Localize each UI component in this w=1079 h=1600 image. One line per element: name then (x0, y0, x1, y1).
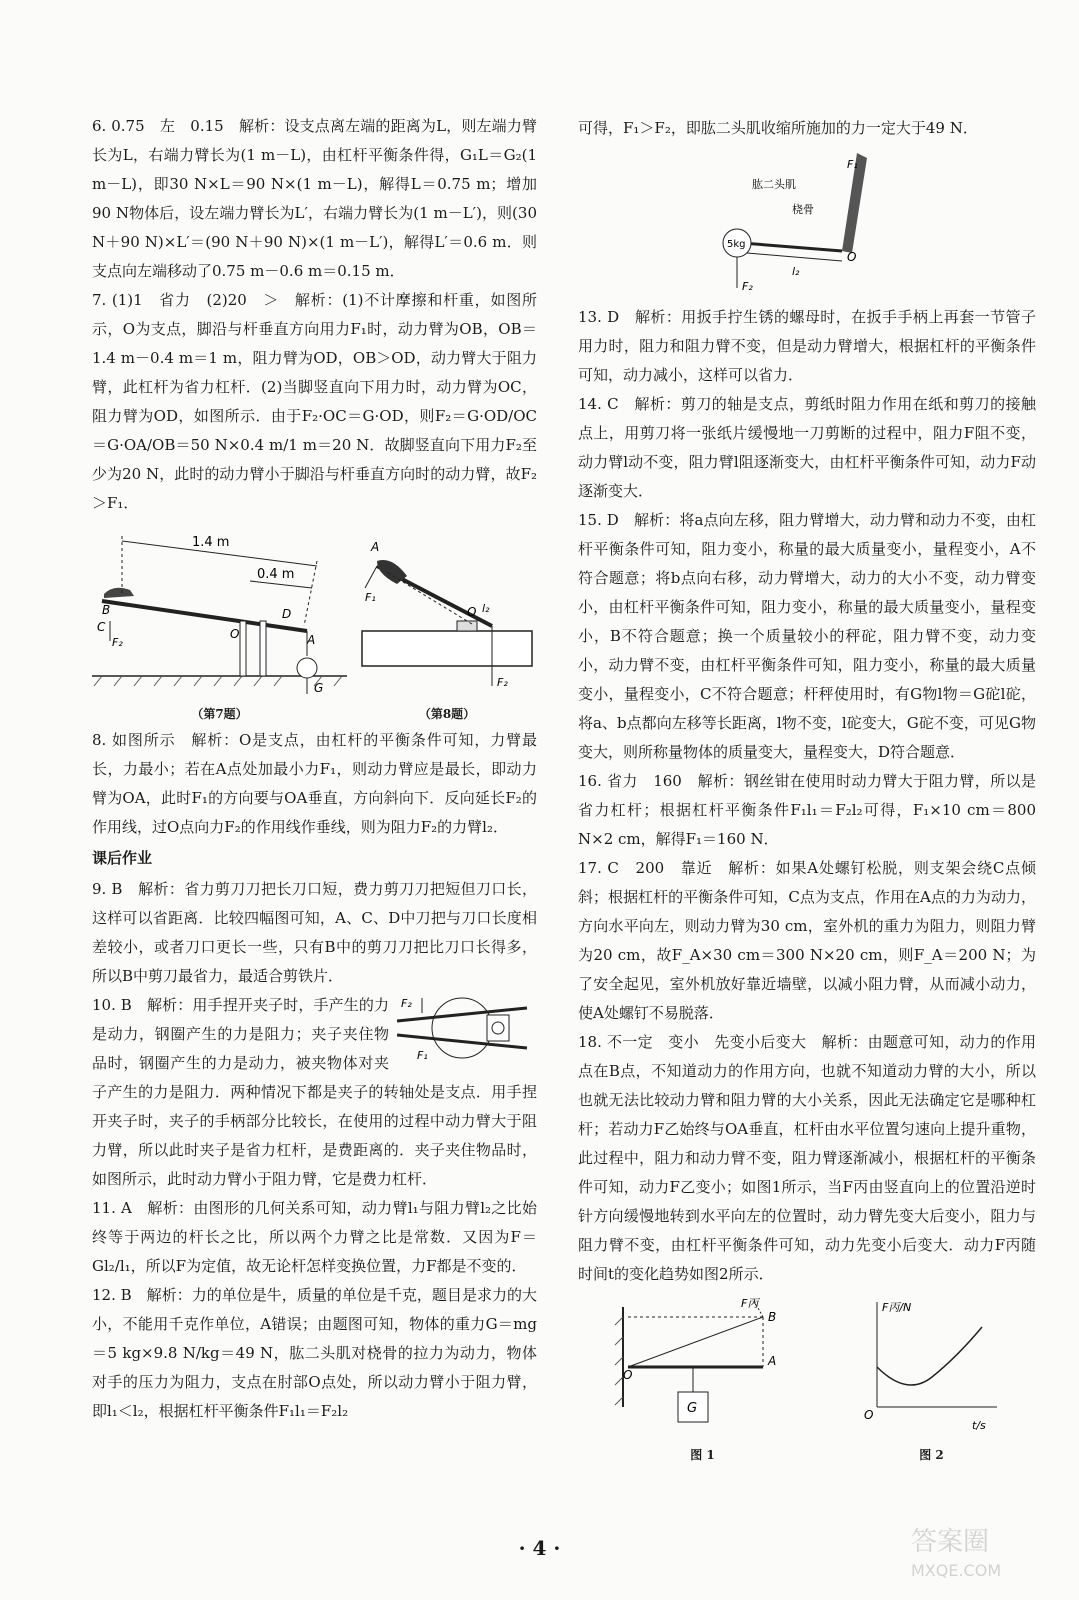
arm-bone-label: 桡骨 (792, 203, 814, 216)
arm-diagram (722, 143, 892, 293)
svg-text:F₂: F₂ (401, 997, 412, 1010)
fig1-o: O (622, 1368, 632, 1382)
answer-8: 8. 如图所示 解析：O是支点，由杠杆的平衡条件可知，力臂最长，力最小；若在A点处加最小力F₁，则动力臂应是最长，即动力臂为OA，此时F₁的方向要与OA垂直，方向斜向下．反向延长F₂的作用线，过O点向力F₂的作用线作垂线，则为阻力F₂的力臂l₂． (92, 731, 537, 836)
answer-12-continued: 可得，F₁＞F₂，即肱二头肌收缩所施加的力一定大于49 N． (578, 119, 978, 137)
svg-text:F₁: F₁ (365, 591, 376, 604)
figure-10-diagram (397, 993, 537, 1063)
arm-mass: 5kg (727, 239, 746, 250)
figure-8 (357, 526, 537, 722)
svg-text:A: A (307, 633, 316, 647)
fig2-xlabel: t/s (971, 1419, 986, 1432)
fig1-a: A (767, 1354, 776, 1368)
figure-18-1 (613, 1297, 793, 1463)
figure-18-1-diagram (613, 1297, 793, 1437)
fig2-ylabel: F丙/N (881, 1301, 911, 1314)
answer-13: 13. D 解析：用扳手拧生锈的螺母时，在扳手手柄上再套一节管子用力时，阻力和阻力臂不变，但是动力臂增大，根据杠杆的平衡条件可知，动力减小，这样可以省力． (578, 308, 1036, 384)
answer-9: 9. B 解析：省力剪刀刀把长刀口短，费力剪刀刀把短但刀口长，这样可以省距离．比较四幅图可知，A、C、D中刀把与刀口长度相差较小，或者刀口更长一些，只有B中的剪刀刀把比刀口长得多，所以B中剪刀最省力，最适合剪铁片． (92, 880, 537, 985)
arm-muscle-label: 肱二头肌 (752, 178, 796, 191)
figure-8-caption: （第8题） (418, 707, 476, 721)
svg-text:F₂: F₂ (112, 636, 123, 649)
svg-text:C: C (97, 620, 106, 634)
answer-18: 18. 不一定 变小 先变小后变大 解析：由题意可知，动力的作用点在B点，不知道动力的作用方向，也就不知道动力臂的大小，所以也就无法比较动力臂和阻力臂的大小关系，因此无法确定它是哪种杠杆；若动力F乙始终与OA垂直，杠杆由水平位置匀速向上提升重物，此过程中，阻力和动力臂不变，阻力臂逐渐减小，根据杠杆的平衡条件可知，动力F乙变小；如图1所示，当F丙由竖直向上的位置沿逆时针方向缓慢地转到水平向左的位置时，动力臂先变大后变小，阻力与阻力臂不变，由杠杆平衡条件可知，动力先变小后变大．动力F丙随时间t的变化趋势如图2所示． (578, 1033, 1036, 1283)
fig1-b: B (767, 1310, 776, 1324)
fig2-origin: O (863, 1408, 873, 1422)
figure-10 (397, 993, 537, 1073)
svg-text:l₂: l₂ (482, 602, 490, 615)
figure-7-diagram (92, 526, 347, 696)
arm-l2: l₂ (792, 265, 800, 278)
fig1-f: F丙 (740, 1297, 758, 1310)
figure-18-2-caption: 图 2 (919, 1448, 944, 1462)
watermark-logo (901, 1518, 1051, 1588)
figures-18 (578, 1297, 1036, 1463)
svg-text:MXQE.COM: MXQE.COM (911, 1561, 1002, 1580)
svg-text:G: G (314, 681, 324, 695)
section-heading: 课后作业 (92, 849, 153, 867)
figure-18-1-caption: 图 1 (690, 1448, 715, 1462)
figure-7-length-1: 1.4 m (192, 535, 230, 550)
svg-text:F₂: F₂ (497, 676, 508, 689)
svg-text:O: O (230, 627, 240, 641)
answer-14: 14. C 解析：剪刀的轴是支点，剪纸时阻力作用在纸和剪刀的接触点上，用剪刀将一张纸片缓慢地一刀剪断的过程中，阻力F阻不变，动力臂l动不变，阻力臂l阻逐渐变大，由杠杆平衡条件可知，动力F动逐渐变大． (578, 395, 1036, 500)
answer-7: 7. (1)1 省力 (2)20 ＞ 解析：(1)不计摩擦和杆重，如图所示，O为支点，脚沿与杆垂直方向用力F₁时，动力臂为OB，OB＝1.4 m－0.4 m＝1 m，阻力臂为OD，OB＞OD，动力臂大于阻力臂，此杠杆为省力杠杆．(2)当脚竖直向下用力时，动力臂为OC，阻力臂为OD，如图所示．由于F₂·OC＝G·OD，则F₂＝G·OD/OC＝G·OA/OB＝50 N×0.4 m/1 m＝20 N．故脚竖直向下用力F₂至少为20 N，此时的动力臂小于脚沿与杆垂直方向时的动力臂，故F₂＞F₁． (92, 291, 537, 512)
answer-16: 16. 省力 160 解析：钢丝钳在使用时动力臂大于阻力臂，所以是省力杠杆；根据杠杆平衡条件F₁l₁＝F₂l₂可得，F₁×10 cm＝800 N×2 cm，解得F₁＝160 N． (578, 772, 1036, 848)
arm-figure (578, 143, 1036, 303)
answer-15: 15. D 解析：将a点向左移，阻力臂增大，动力臂和动力不变，由杠杆平衡条件可知，阻力变小，称量的最大质量变小，量程变小，A不符合题意；将b点向右移，动力臂增大，动力的大小不变，动力臂变小，由杠杆平衡条件可知，阻力变小，称量的最大质量变小，量程变小，B不符合题意；换一个质量较小的秤砣，阻力臂不变，动力变小，动力臂不变，由杠杆平衡条件可知，阻力变小，称量的最大质量变小，量程变小，C不符合题意；杆秤使用时，有G物l物＝G砣l砣，将a、b点都向左移等长距离，l物不变，l砣变大，G砣不变，可见G物变大，则所称量物体的质量变大，量程变大，D符合题意． (578, 511, 1036, 761)
svg-text:A: A (371, 540, 380, 554)
answer-6: 6. 0.75 左 0.15 解析：设支点离左端的距离为L，则左端力臂长为L，右端力臂长为(1 m－L)，由杠杆平衡条件得，G₁L＝G₂(1 m－L)，即30 N×L＝90 N×(1 m－L)，解得L＝0.75 m；增加90 N物体后，设左端力臂长为L′，右端力臂长为(1 m－L′)，则(30 N＋90 N)×L′＝(90 N＋90 N)×(1 m－L′)，解得L′＝0.6 m．则支点向左端移动了0.75 m－0.6 m＝0.15 m． (92, 117, 537, 280)
left-column (92, 112, 537, 1426)
answer-17: 17. C 200 靠近 解析：如果A处螺钉松脱，则支架会绕C点倾斜；根据杠杆的平衡条件可知，C点为支点，作用在A点的力为动力，方向水平向左，则动力臂为30 cm，室外机的重力为阻力，则阻力臂为20 cm，故F_A×30 cm＝300 N×20 cm，则F_A＝200 N；为了安全起见，室外机放好靠近墙壁，以减小阻力臂，从而减小动力，使A处螺钉不易脱落． (578, 859, 1036, 1022)
answer-10: 10. B 解析：用手捏开夹子时，手产生的力是动力，钢圈产生的力是阻力；夹子夹住物品时，钢圈产生的力是动力，被夹物体对夹子产生的力是阻力．两种情况下都是夹子的转轴处是支点．用手捏开夹子时，夹子的手柄部分比较长，在使用的过程中动力臂大于阻力臂，所以此时夹子是省力杠杆，是费距离的．夹子夹住物品时，如图所示，此时动力臂小于阻力臂，它是费力杠杆． (92, 996, 537, 1188)
figure-7-length-2: 0.4 m (257, 567, 295, 582)
arm-f2: F₂ (742, 280, 753, 293)
figure-18-2-diagram (862, 1297, 1002, 1437)
right-column (578, 114, 1036, 1467)
svg-text:O: O (467, 605, 477, 619)
svg-text:B: B (102, 603, 111, 617)
answer-12: 12. B 解析：力的单位是牛，质量的单位是千克，题目是求力的大小，不能用千克作单位，A错误；由题图可知，物体的重力G＝mg＝5 kg×9.8 N/kg＝49 N，肱二头肌对桡骨的拉力为动力，物体对手的压力为阻力，支点在肘部O点处，所以动力臂小于阻力臂，即l₁＜l₂，根据杠杆平衡条件F₁l₁＝F₂l₂ (92, 1286, 537, 1420)
svg-text:D: D (282, 607, 292, 621)
watermark (901, 1518, 1051, 1588)
arm-f1: F₁ (847, 158, 858, 171)
page-number: · 4 · (518, 1536, 561, 1560)
figure-8-diagram (357, 526, 537, 696)
svg-text:F₁: F₁ (417, 1049, 428, 1062)
arm-o: O (847, 250, 857, 264)
answer-11: 11. A 解析：由图形的几何关系可知，动力臂l₁与阻力臂l₂之比始终等于两边的杆长之比，所以两个力臂之比是常数．又因为F＝Gl₂/l₁，所以F为定值，故无论杆怎样变换位置，力F都是不变的． (92, 1199, 537, 1275)
figure-18-2 (862, 1297, 1002, 1463)
figure-7 (92, 526, 347, 722)
figures-7-8 (92, 526, 537, 722)
figure-7-caption: （第7题） (191, 707, 248, 721)
fig1-g: G (686, 1401, 697, 1416)
svg-text:答案圈: 答案圈 (911, 1527, 990, 1557)
